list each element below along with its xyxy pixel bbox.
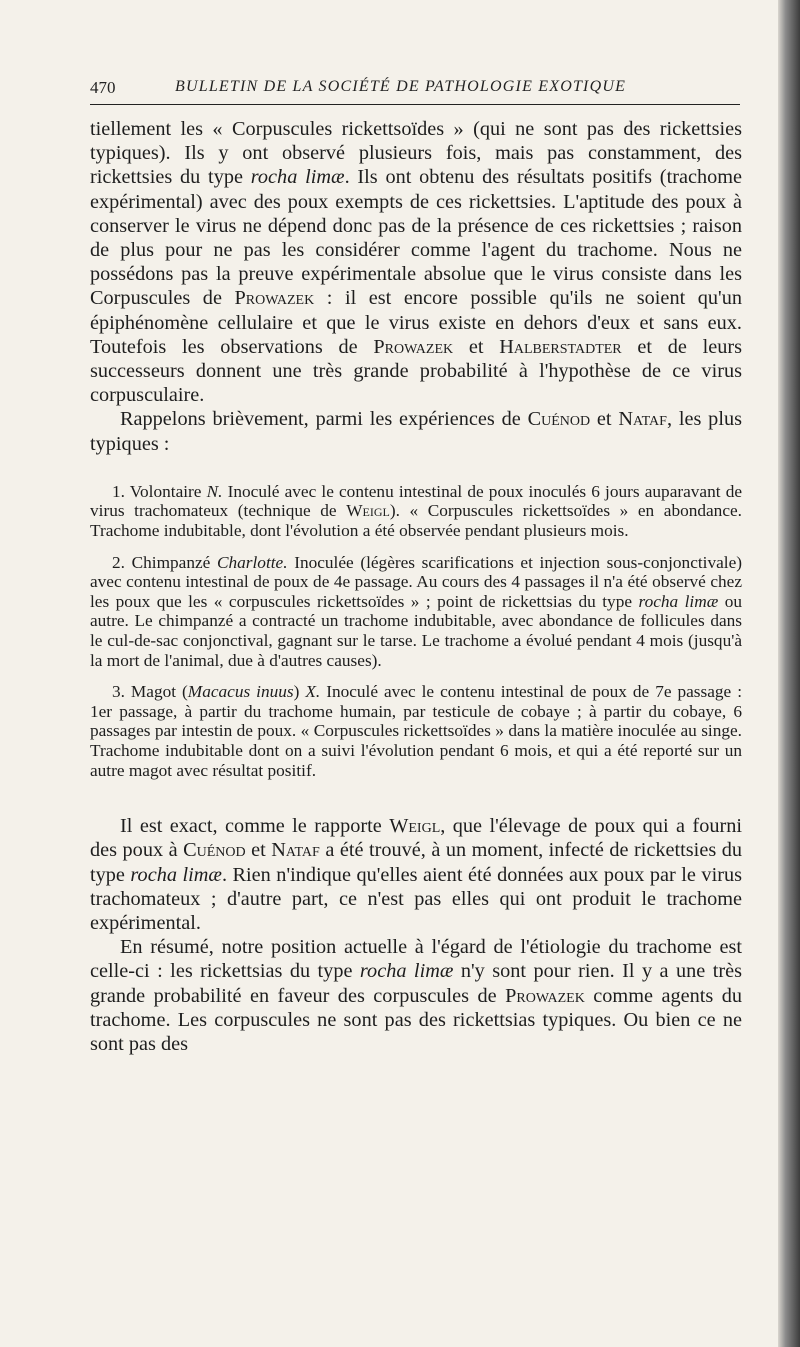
italic-text: rocha limæ (638, 591, 719, 611)
paragraph-experiments-intro (90, 407, 742, 455)
experiment-item-3 (90, 682, 742, 780)
text-run: 2. Chimpanzé (112, 552, 217, 572)
author-name: Weigl (346, 501, 390, 521)
text-run: Il est exact, comme le rapporte (120, 815, 390, 838)
text-run: . Ils ont obtenu des résultats positifs (trachome expérimental) avec des poux exempts de ces rickettsies. L'aptitude des poux à conserver le virus ne dépend donc pas de la présence de ces rickettsies ; raison de plus pour ne pas les considérer comme l'agent du trachome. Nous ne possédons pas la preuve expérimentale absolue que le virus consiste dans les Corpuscules de (90, 166, 743, 310)
text-run: . Rien n'indique qu'elles aient été données aux poux par le virus trachomateux ; d'autre part, ce n'est pas elles qui ont produit le trachome expérimental. (90, 863, 742, 934)
experiment-item-2 (90, 553, 742, 671)
author-name: Prowazek (373, 335, 454, 358)
text-run: et (590, 408, 619, 431)
journal-title: BULLETIN DE LA SOCIÉTÉ DE PATHOLOGIE EXOTIQUE (175, 78, 627, 95)
italic-text: rocha limæ (130, 863, 222, 886)
author-name: Nataf (271, 839, 320, 862)
italic-text: rocha limæ (250, 166, 345, 189)
book-binding-edge (778, 0, 800, 1347)
author-name: Nataf (618, 408, 667, 431)
text-run: , que l'élevage de poux qui a fourni des poux à (90, 815, 743, 862)
paragraph-weigl (90, 814, 742, 935)
italic-text: rocha limæ (359, 960, 454, 983)
spacer (90, 541, 742, 553)
author-name: Halberstadter (499, 335, 622, 358)
italic-text: N. (206, 481, 223, 501)
text-run: 3. Magot ( (112, 682, 188, 702)
text-run: Rappelons brièvement, parmi les expériences de (120, 408, 528, 431)
text-run: et de leurs successeurs donnent une très grande probabilité à l'hypothèse de ce virus corpusculaire. (90, 335, 743, 407)
experiment-item-1 (90, 482, 742, 541)
author-name: Prowazek (234, 287, 315, 310)
text-run: comme agents du trachome. Les corpuscules ne sont pas des rickettsias typiques. Ou bien ce ne sont pas des (90, 984, 742, 1055)
italic-text: Charlotte. (216, 552, 288, 572)
italic-text: X. (305, 682, 321, 702)
page-body (90, 117, 742, 1056)
spacer (90, 456, 742, 482)
spacer (90, 670, 742, 682)
text-run: n'y sont pour rien. Il y a une très grande probabilité en faveur des corpuscules de (90, 960, 742, 1007)
text-run: 1. Volontaire (112, 481, 207, 501)
text-run: tiellement les « Corpuscules rickettsoïdes » (qui ne sont pas des rickettsies typiques). Ils y ont observé plusieurs fois, mais pas constamment, des rickettsies du type (90, 118, 742, 189)
text-run: Inoculée (légères scarifications et injection sous-conjonctivale) avec contenu intestinal de poux de 4e passage. Au cours des 4 passages il n'a été observé chez les poux que les « corpuscules rickettsoïdes » ; point de rickettsias du type (90, 552, 742, 611)
italic-text: Macacus inuus (187, 682, 294, 702)
text-run: ). « Corpuscules rickettsoïdes » en abondance. Trachome indubitable, dont l'évolution a été observée pendant plusieurs mois. (90, 501, 742, 541)
text-run: En résumé, notre position actuelle à l'égard de l'étiologie du trachome est celle-ci : les rickettsias du type (90, 936, 742, 983)
running-header (90, 74, 740, 105)
text-run: et (245, 839, 272, 862)
text-run: et (453, 335, 500, 358)
author-name: Prowazek (505, 984, 585, 1007)
text-run: Inoculé avec le contenu intestinal de poux de 7e passage : 1er passage, à partir du trachome humain, par testicule de cobaye ; à partir du cobaye, 6 passages par intestin de poux. « Corpuscules rickettsoïdes » dans la matière inoculée au singe. Trachome indubitable dont on a suivi l'évolution pendant 6 mois, et qui a été reporté sur un autre magot avec résultat positif. (90, 682, 743, 780)
text-run: ou autre. Le chimpanzé a contracté un trachome indubitable, avec abondance de follicules dans le cul-de-sac conjonctival, gagnant sur le tarse. Le trachome a évolué pendant 4 mois (jusqu'à la mort de l'animal, due à d'autres causes). (90, 591, 743, 670)
text-run: Inoculé avec le contenu intestinal de poux inoculés 6 jours auparavant de virus trachomateux (technique de (90, 481, 743, 521)
text-run: , les plus typiques : (90, 408, 742, 455)
author-name: Weigl (389, 815, 441, 838)
text-run: : il est encore possible qu'ils ne soient qu'un épiphénomène cellulaire et que le virus existe en dehors d'eux et sans eux. Toutefois les observations de (90, 287, 742, 358)
page-number: 470 (90, 78, 116, 97)
author-name: Cuénod (183, 839, 246, 862)
paragraph-summary (90, 935, 742, 1056)
text-run: a été trouvé, à un moment, infecté de rickettsies du type (90, 839, 742, 886)
text-run: ) (293, 682, 306, 702)
spacer (90, 780, 742, 814)
author-name: Cuénod (527, 408, 591, 431)
paragraph-continued (90, 117, 742, 407)
